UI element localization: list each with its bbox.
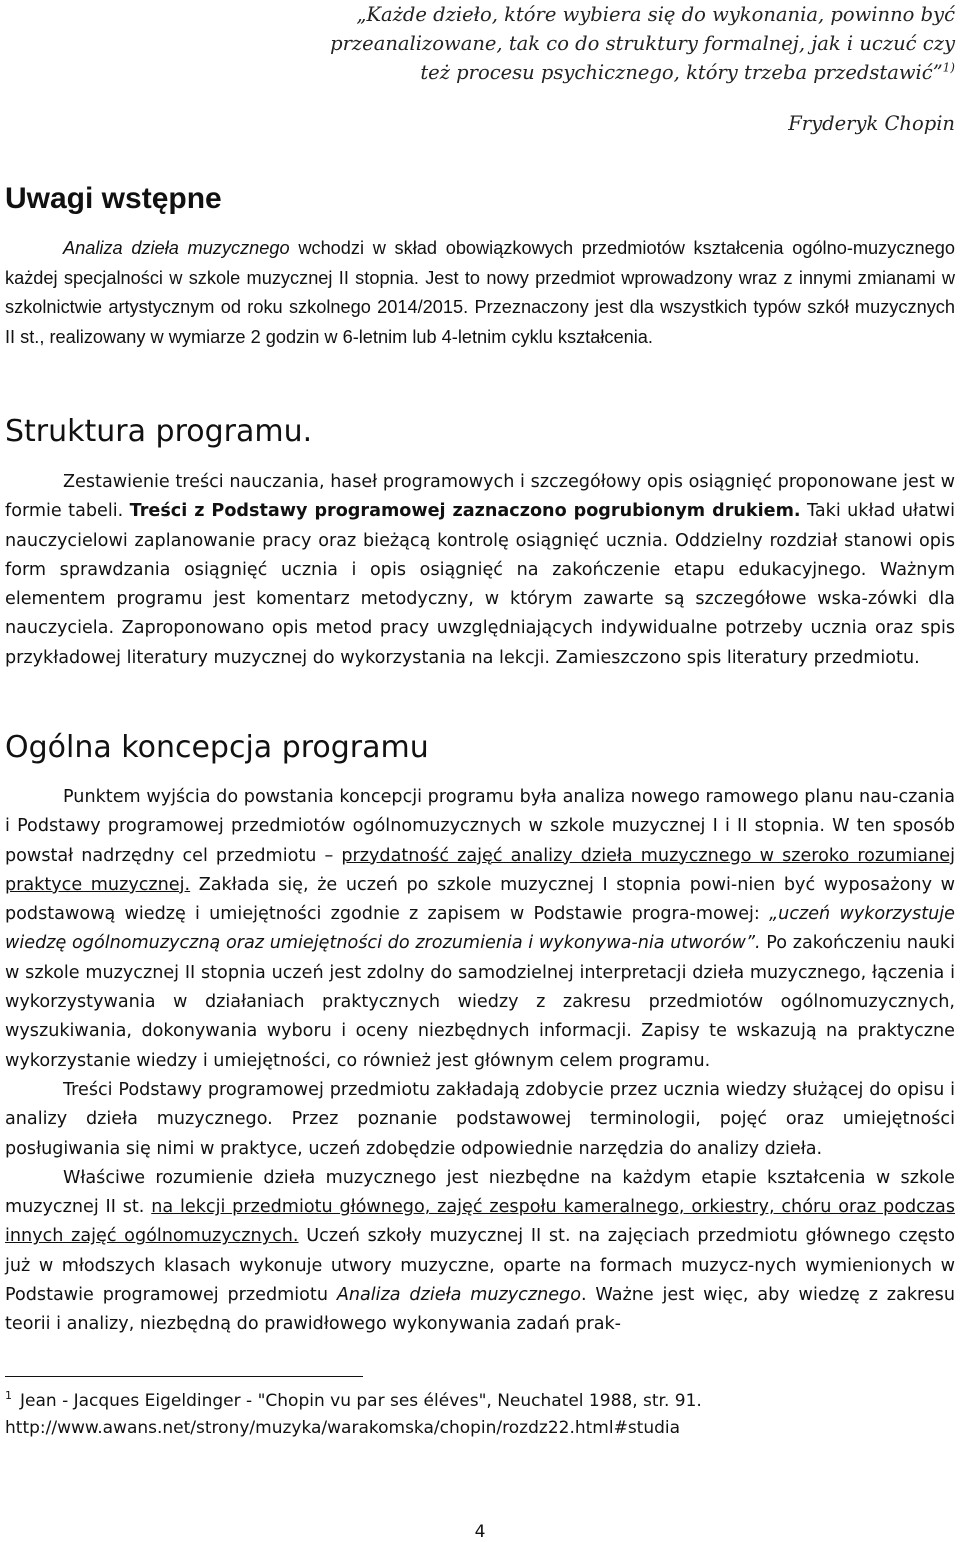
footnote-separator [5, 1376, 363, 1377]
epigraph-line [255, 29, 955, 58]
intro-paragraph [5, 234, 955, 352]
concept-text: Po zakończeniu nauki w szkole muzycznej II stopnia uczeń jest zdolny do samodzielnej interpretacji dzieła muzycznego, łączenia i wykorzystywania w działaniach praktycznych wiedzy z zakresu przedmiotów ogólnomuzycznych, wyszukiwania, dokonywania wyboru i oceny niezbędnych informacji. Zapisy te wskazują na praktyczne wykorzystanie wiedzy i umiejętności, co również jest głównym celem programu. [5, 933, 955, 1071]
footnote [5, 1388, 955, 1442]
concept-underlined-lessons: na lekcji przedmiotu głównego, zajęć zespołu kameralnego, orkiestry, chóru oraz podczas innych zajęć ogólnomuzycznych. [5, 1197, 955, 1247]
footnote-citation [5, 1388, 955, 1415]
epigraph [255, 0, 955, 87]
concept-text: . Ważne jest więc, aby wiedzę z zakresu teorii i analizy, niezbędną do prawidłowego wykonywania zadań prak- [5, 1285, 955, 1335]
section-heading-uwagi: Uwagi wstępne [5, 182, 222, 215]
concept-text: Punktem wyjścia do powstania koncepcji programu była analiza nowego ramowego planu nau-czania i Podstawy programowej przedmiotów ogólnomuzycznych w szkole muzycznej I i II stopnia. W ten sposób powstał nadrzędny cel przedmiotu – [5, 787, 955, 866]
concept-paragraph-2: Treści Podstawy programowej przedmiotu zakładają zdobycie przez ucznia wiedzy służącej do opisu i analizy dzieła muzycznego. Przez poznanie podstawowej terminologii, pojęć oraz umiejętności posługiwania się nimi w praktyce, uczeń zdobędzie odpowiednie narzędzia do analizy dzieła. [5, 1079, 955, 1159]
concept-text: Uczeń szkoły muzycznej II st. na zajęciach przedmiotu głównego często już w młodszych klasach wykonuje utwory muzyczne, oparte na formach muzycz-nych wymienionych w Podstawie programowej przedmiotu [5, 1226, 956, 1306]
structure-paragraph [5, 468, 955, 673]
section-heading-struktura: Struktura programu. [5, 414, 313, 449]
epigraph-footnote-ref: 1) [942, 60, 955, 75]
structure-bold-note: Treści z Podstawy programowej zaznaczono pogrubionym drukiem. [129, 501, 801, 522]
epigraph-line [255, 58, 955, 87]
structure-text-b: Taki układ ułatwi nauczycielowi zaplanowanie pracy oraz bieżącą kontrolę osiągnięć ucznia. Oddzielny rozdział stanowi opis form sprawdzania osiągnięć ucznia i opis osiągnięć na zakończenie etapu edukacyjnego. Ważnym elementem programu jest komentarz metodyczny, w którym zawarte są szczegółowe wska-zówki dla nauczyciela. Zaproponowano opis metod pracy uwzględniających indywidualne potrzeby ucznia oraz spis przykładowej literatury muzycznej do wykorzystania na lekcji. Zamieszczono spis literatury przedmiotu. [5, 501, 955, 668]
epigraph-line-text: też procesu psychicznego, który trzeba przedstawić” [420, 61, 943, 84]
epigraph-author: Fryderyk Chopin [788, 112, 955, 135]
concept-underlined-goal: przydatność zajęć analizy dzieła muzycznego w szeroko rozumianej praktyce muzycznej. [5, 845, 955, 895]
structure-text-a: Zestawienie treści nauczania, haseł programowych i szczegółowy opis osiągnięć proponowane jest w formie tabeli. [5, 472, 955, 522]
concept-text: Właściwe rozumienie dzieła muzycznego jest niezbędne na każdym etapie kształcenia w szkole muzycznej II st. [5, 1167, 955, 1218]
epigraph-line: „Każde dzieło, które wybiera się do wykonania, powinno być [356, 3, 955, 26]
concept-text: Zakłada się, że uczeń po szkole muzycznej I stopnia powi-nien być wyposażony w podstawową wiedzę i umiejętności zgodnie z zapisem w Podstawie progra-mowej: [5, 874, 956, 925]
section-heading-ogolna: Ogólna koncepcja programu [5, 730, 429, 765]
concept-subject-italic: Analiza dzieła muzycznego [336, 1285, 581, 1306]
page-number: 4 [474, 1522, 486, 1542]
epigraph-line-text: przeanalizowane, tak co do struktury formalnej, jak i uczuć czy [330, 32, 955, 55]
concept-quote: „uczeń wykorzystuje wiedzę ogólnomuzyczną oraz umiejętności do zrozumienia i wykonywa-nia utworów”. [5, 904, 955, 954]
subject-name: Analiza dzieła muzycznego [63, 238, 290, 258]
footnote-text: Jean - Jacques Eigeldinger - "Chopin vu par ses éléves", Neuchatel 1988, str. 91. [20, 1391, 702, 1411]
footnote-number: 1 [5, 1389, 12, 1403]
concept-body [5, 783, 955, 1340]
intro-text: wchodzi w skład obowiązkowych przedmiotów kształcenia ogólno-muzycznego każdej specjalności w szkole muzycznej II stopnia. Jest to nowy przedmiot wprowadzony wraz z innymi zmianami w szkolnictwie artystycznym od roku szkolnego 2014/2015. Przeznaczony jest dla wszystkich typów szkół muzycznych II st., realizowany w wymiarze 2 godzin w 6-letnim lub 4-letnim cyklu kształcenia. [5, 238, 955, 347]
footnote-url[interactable]: http://www.awans.net/strony/muzyka/warakomska/chopin/rozdz22.html#studia [5, 1418, 681, 1438]
concept-paragraph-3 [5, 1164, 955, 1340]
concept-paragraph-1 [5, 783, 955, 1076]
